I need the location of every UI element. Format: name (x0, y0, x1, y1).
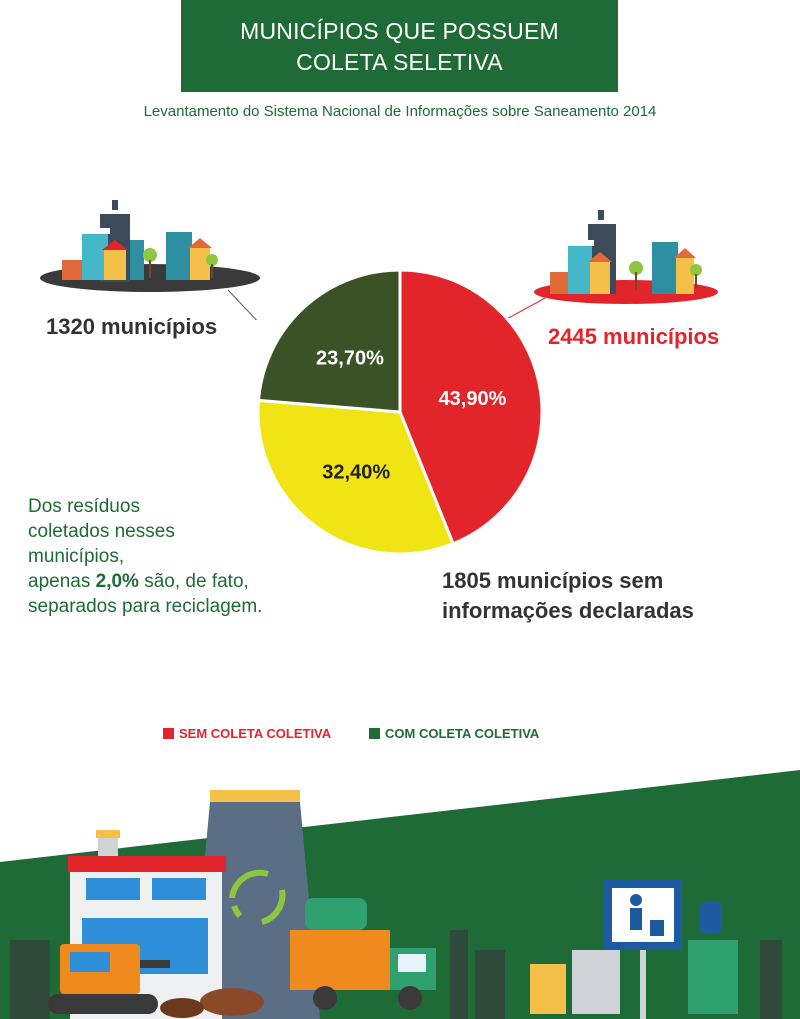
legend-item-sem (163, 726, 331, 742)
label-sem-coleta: 2445 municípios (548, 324, 720, 349)
label-sem-informacao (442, 566, 694, 626)
legend-item-com (369, 726, 539, 742)
note-line-4 (28, 569, 318, 594)
legend-label-sem: SEM COLETA COLETIVA (179, 726, 332, 741)
title-line-2: COLETA SELETIVA (296, 49, 503, 75)
label-sem-informacao-line-2: informações declaradas (442, 598, 694, 623)
label-com-coleta: 1320 municípios (46, 314, 218, 339)
note-line-4-post: são, de fato, (138, 571, 249, 592)
legend-swatch-red (163, 728, 174, 739)
note-highlight: 2,0% (95, 571, 139, 592)
label-sem-informacao-line-1: 1805 municípios sem (442, 568, 664, 593)
recycling-note (28, 494, 318, 619)
note-line-4-pre: apenas (28, 571, 96, 592)
pie-slice-2 (258, 270, 400, 412)
legend (0, 726, 800, 746)
note-line-1: Dos resíduos (28, 496, 140, 517)
subtitle: Levantamento do Sistema Nacional de Informações sobre Saneamento 2014 (143, 103, 657, 120)
note-line-3: municípios, (28, 546, 125, 567)
note-line-5: separados para reciclagem. (28, 596, 263, 617)
pie-label-1: 32,40% (322, 461, 391, 484)
note-line-2: coletados nesses (28, 521, 175, 542)
title-line-1: MUNICÍPIOS QUE POSSUEM (240, 18, 559, 44)
pie-label-2: 23,70% (316, 347, 384, 370)
legend-label-com: COM COLETA COLETIVA (385, 726, 540, 741)
pie-label-0: 43,90% (438, 387, 507, 410)
legend-swatch-green (369, 728, 380, 739)
